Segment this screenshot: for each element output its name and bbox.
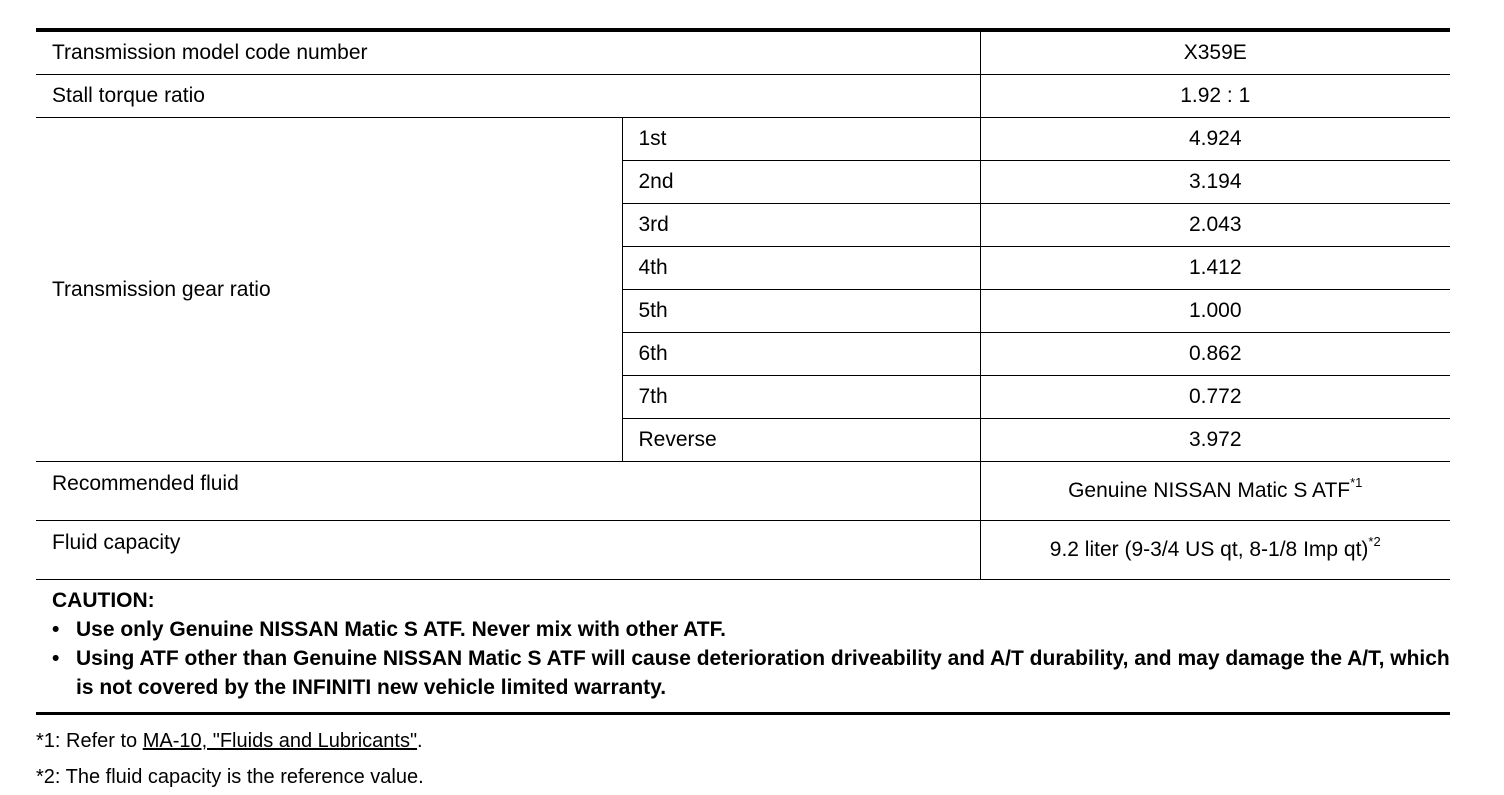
- stall-torque-label: Stall torque ratio: [36, 75, 980, 118]
- gear-name: 3rd: [622, 204, 980, 247]
- fluids-lubricants-link[interactable]: MA-10, "Fluids and Lubricants": [142, 730, 418, 752]
- gear-value: 3.972: [980, 419, 1450, 462]
- caution-text: Using ATF other than Genuine NISSAN Matic S ATF will cause deterioration driveability and A/T durability, and may damage the A/T, which is not covered by the INFINITI new vehicle limited warranty.: [76, 647, 1450, 699]
- table-row: [36, 75, 1450, 118]
- bullet: •: [52, 618, 60, 641]
- footnote-1: [36, 723, 1450, 759]
- recommended-fluid-cell: [980, 462, 1450, 521]
- caution-list: [52, 615, 1450, 702]
- model-code-label: Transmission model code number: [36, 32, 980, 75]
- footnote-2: *2: The fluid capacity is the reference value.: [36, 766, 424, 788]
- gear-value: 3.194: [980, 161, 1450, 204]
- model-code-value: X359E: [980, 32, 1450, 75]
- gear-name: 7th: [622, 376, 980, 419]
- gear-name: 5th: [622, 290, 980, 333]
- gear-name: 6th: [622, 333, 980, 376]
- gear-name: 1st: [622, 118, 980, 161]
- stall-torque-value: 1.92 : 1: [980, 75, 1450, 118]
- fluid-capacity-cell: [980, 521, 1450, 580]
- footnotes: [36, 715, 1450, 795]
- gear-value: 1.000: [980, 290, 1450, 333]
- table-row: [36, 118, 1450, 161]
- footnote-ref-1: *1: [1350, 475, 1363, 490]
- table-row: [36, 32, 1450, 75]
- table-row: [36, 521, 1450, 580]
- caution-heading: CAUTION:: [52, 589, 155, 612]
- fluid-capacity-label: Fluid capacity: [36, 521, 980, 580]
- fluid-capacity-value: 9.2 liter (9-3/4 US qt, 8-1/8 Imp qt): [1049, 538, 1369, 561]
- footnote-1-prefix: *1: Refer to: [36, 730, 143, 752]
- spec-table: [36, 32, 1450, 580]
- footnote-1-suffix: .: [417, 730, 423, 752]
- gear-name: 2nd: [622, 161, 980, 204]
- bullet: •: [52, 647, 60, 670]
- list-item: [52, 615, 1450, 644]
- table-row: [36, 462, 1450, 521]
- recommended-fluid-label: Recommended fluid: [36, 462, 980, 521]
- gear-value: 1.412: [980, 247, 1450, 290]
- gear-name: Reverse: [622, 419, 980, 462]
- caution-box: [36, 580, 1450, 715]
- recommended-fluid-value: Genuine NISSAN Matic S ATF: [1068, 479, 1351, 502]
- list-item: [52, 644, 1450, 702]
- gear-name: 4th: [622, 247, 980, 290]
- spec-page: [36, 28, 1450, 795]
- gear-value: 0.862: [980, 333, 1450, 376]
- gear-value: 4.924: [980, 118, 1450, 161]
- gear-value: 2.043: [980, 204, 1450, 247]
- gear-ratio-label: Transmission gear ratio: [36, 118, 622, 462]
- footnote-ref-2: *2: [1368, 534, 1381, 549]
- gear-value: 0.772: [980, 376, 1450, 419]
- caution-text: Use only Genuine NISSAN Matic S ATF. Never mix with other ATF.: [76, 618, 726, 641]
